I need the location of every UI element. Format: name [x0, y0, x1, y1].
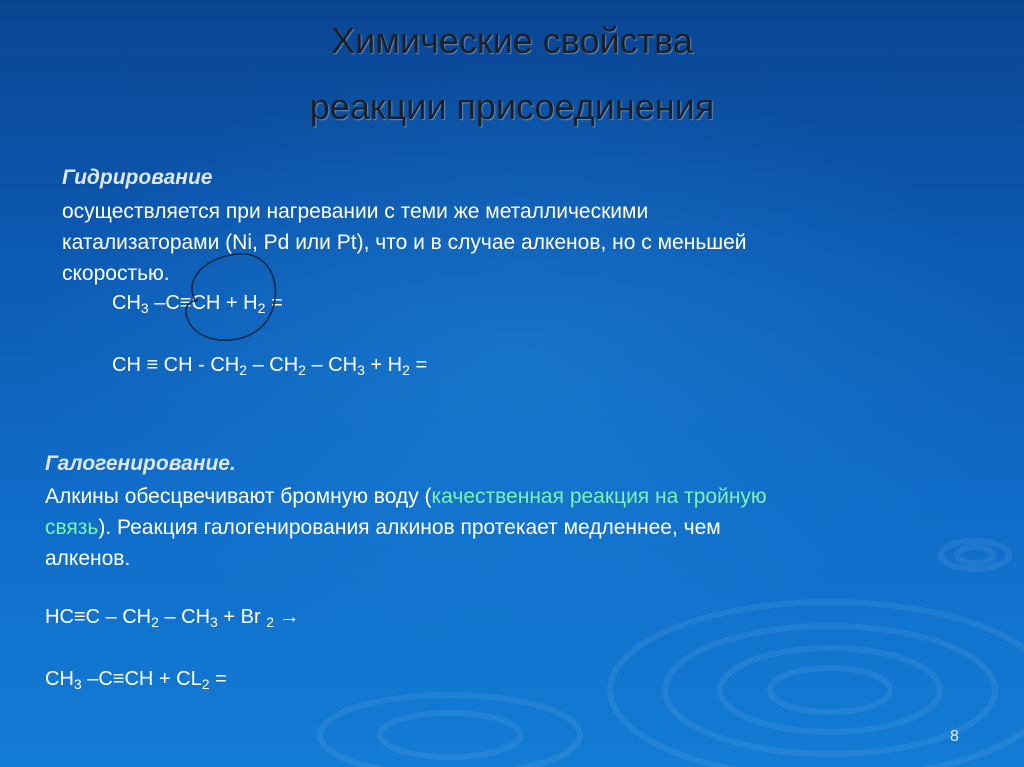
halogenation-text: [45, 481, 767, 574]
hydrogenation-text: [62, 196, 747, 289]
page-number: 8: [950, 728, 959, 745]
hydrogenation-line: скоростью.: [62, 262, 170, 285]
hydrogenation-equation-1: $CH_3$ $-C\equiv CH + H_2$ =: [112, 292, 283, 317]
hydrogenation-heading: Гидрирование: [62, 166, 213, 189]
slide-subtitle: реакции присоединения: [309, 86, 715, 127]
qualitative-reaction-highlight: качественная реакция на тройную: [431, 485, 767, 508]
halogenation-equation-1: $HC\equiv C - CH_2 - CH_3 + Br$ $_2$ →: [45, 606, 300, 631]
halogenation-equation-2: $CH_3$ $-C\equiv CH + CL_2$ =: [45, 668, 227, 693]
hydrogenation-line: катализаторами (Ni, Pd или Pt), что и в случае алкенов, но с меньшей: [62, 231, 747, 254]
qualitative-reaction-highlight: связь: [45, 516, 99, 539]
halogenation-heading: Галогенирование.: [45, 452, 236, 475]
halogenation-line: алкенов.: [45, 547, 131, 570]
slide-title: Химические свойства: [331, 20, 693, 61]
hydrogenation-line: осуществляется при нагревании с теми же металлическими: [62, 200, 649, 223]
halogenation-line: Алкины обесцвечивают бромную воду (качественная реакция на тройную: [45, 485, 767, 508]
hydrogenation-equation-2: CH ≡ CH - $CH_2 - CH_2 - CH_3 + H_2$ =: [112, 354, 428, 379]
halogenation-line: связь). Реакция галогенирования алкинов протекает медленнее, чем: [45, 516, 721, 539]
